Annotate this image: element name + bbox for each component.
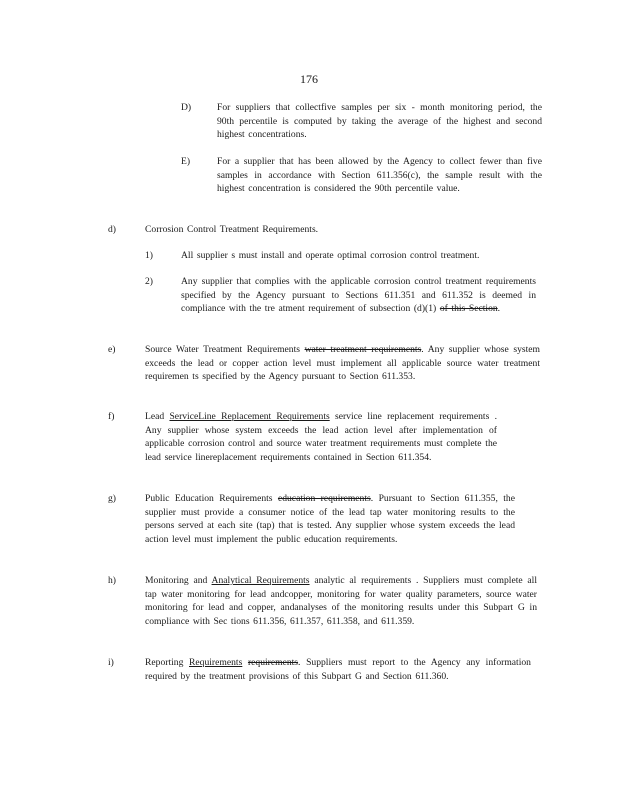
- item-label-g: g): [108, 493, 116, 504]
- item-text-D: For suppliers that collectfive samples per six - month monitoring period, the 90th percentile is computed by taking the average of the highest and second highest concentrations.: [217, 102, 542, 141]
- item-label-d: d): [108, 224, 116, 235]
- e-text-b: . Any supplier whose system exceeds the lead or copper action level must implement all applicable source water treatment requiremen ts specified by the Agency pursuant to Section 611.353.: [145, 344, 540, 383]
- item-text-h: [145, 574, 537, 628]
- page-number: 176: [300, 72, 318, 86]
- item-label-E: E): [181, 156, 191, 167]
- d2-main-text: Any supplier that complies with the applicable corrosion control treatment requirements specified by the Agency pursuant to Sections 611.351 and 611.352 is deemed in compliance with the tre atment requirement of subsection (d)(1): [181, 276, 536, 315]
- item-text-i: [145, 656, 531, 683]
- item-text-d2: [181, 275, 536, 316]
- item-label-D: D): [181, 102, 192, 113]
- i-underlined-text: Requirements: [189, 657, 243, 668]
- g-text-a: Public Education Requirements: [145, 493, 273, 504]
- f-text-b: service line replacement requirements . Any supplier whose system exceeds the lead action level after implementation of applicable corrosion control and source water treatment requirements must complete the lead service linereplacement requirements contained in Section 611.354.: [145, 411, 497, 463]
- i-text-a: Reporting: [145, 657, 184, 668]
- item-text-g: [145, 492, 515, 546]
- item-label-i: i): [108, 657, 114, 668]
- e-struck-text: water treatment requirements: [304, 344, 422, 355]
- h-underlined-text: Analytical Requirements: [211, 575, 310, 586]
- h-text-b: analytic al requirements . Suppliers must complete all tap water monitoring for lead andcopper, monitoring for water quality parameters, source water monitoring for lead and copper, andanalyses of the monitoring results under this Subpart G in compliance with Sec tions 611.356, 611.357, 611.358, and 611.359.: [145, 575, 537, 627]
- item-label-f: f): [108, 411, 115, 422]
- g-text-b: . Pursuant to Section 611.355, the supplier must provide a consumer notice of the lead tap water monitoring results to the persons served at each site (tap) that is tested. Any supplier whose system exceeds the lead action level must implement the public education requirements.: [145, 493, 515, 545]
- item-text-d1: All supplier s must install and operate optimal corrosion control treatment.: [181, 250, 480, 261]
- item-label-e: e): [108, 344, 116, 355]
- i-text-b: . Suppliers must report to the Agency any information required by the treatment provisions of this Subpart G and Section 611.360.: [145, 657, 531, 682]
- d2-struck-text: of this Section: [439, 303, 498, 315]
- f-text-a: Lead: [145, 411, 165, 422]
- item-text-d: Corrosion Control Treatment Requirements.: [145, 224, 319, 235]
- e-text-a: Source Water Treatment Requirements: [145, 344, 300, 355]
- d2-end: .: [497, 303, 501, 315]
- h-text-a: Monitoring and: [145, 575, 208, 586]
- g-struck-text: education requirements: [277, 493, 371, 504]
- item-text-e: [145, 343, 540, 384]
- item-label-d2: 2): [145, 276, 153, 287]
- f-underlined-text: ServiceLine Replacement Requirements: [169, 411, 330, 422]
- item-text-E: For a supplier that has been allowed by the Agency to collect fewer than five samples in accordance with Section 611.356(c), the sample result with the highest concentration is considered the 90th percentile value.: [217, 156, 542, 195]
- item-label-d1: 1): [145, 250, 153, 261]
- item-label-h: h): [108, 575, 116, 586]
- i-struck-text: requirements: [247, 657, 299, 668]
- item-text-f: [145, 410, 497, 464]
